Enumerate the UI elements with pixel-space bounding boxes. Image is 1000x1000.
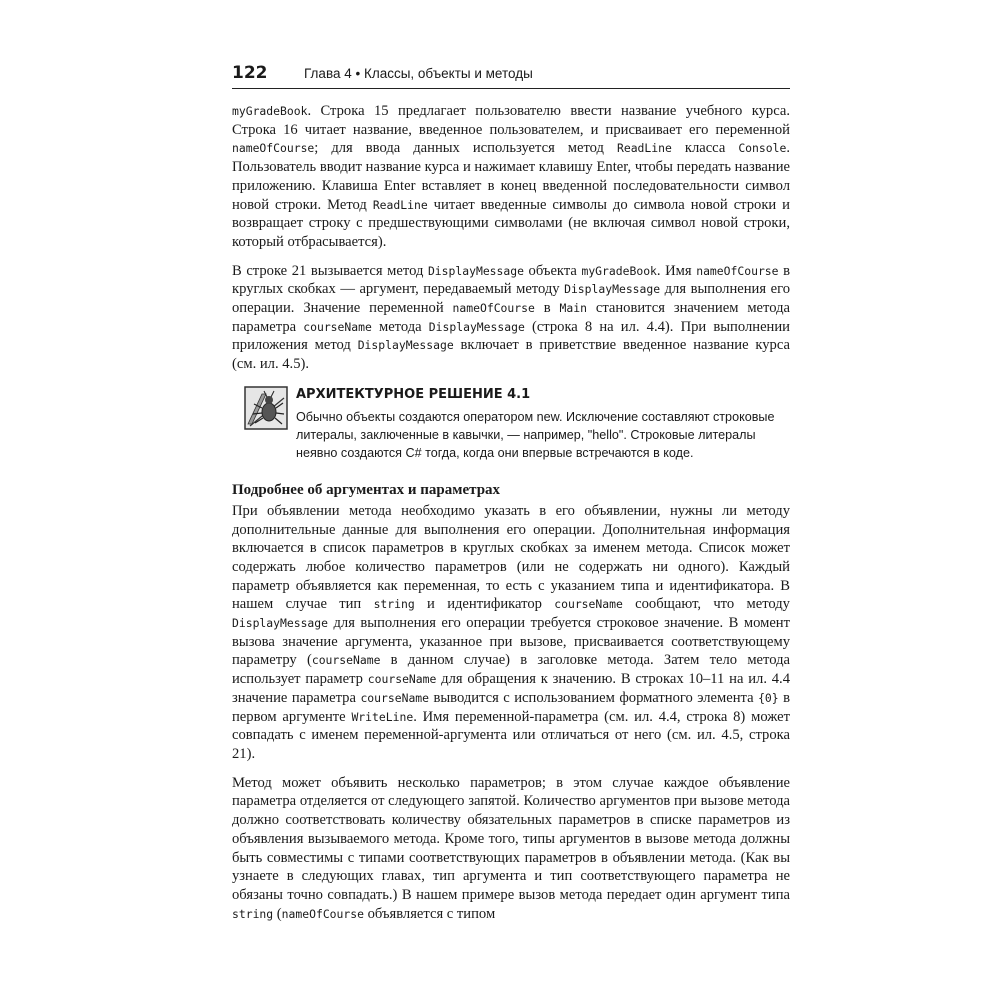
- running-head: Глава 4 • Классы, объекты и методы: [304, 66, 533, 81]
- text-run: При объявлении метода необходимо указать в его объявлении, нужны ли методу дополнительные данные для выполнения его операции. Дополнительная информация включается в список параметров в круглых скобках за именем метода. Список может содержать любое количество параметров (или не содержать ни одного). Каждый параметр объявляется как переменная, то есть с указанием типа и идентификатора. В нашем случае тип: [232, 502, 790, 613]
- text-run: метода: [371, 318, 429, 335]
- paragraph-2: [232, 262, 790, 374]
- paragraph-4: [232, 774, 790, 924]
- text-run: и идентификатор: [414, 596, 555, 613]
- code-term: courseName: [311, 653, 381, 668]
- code-term: courseName: [303, 319, 372, 334]
- code-term: nameOfCourse: [232, 141, 315, 156]
- text-run: класса: [671, 140, 739, 157]
- code-term: Console: [738, 141, 787, 156]
- text-run: . Строка 15 предлагает пользователю ввести название учебного курса. Строка 16 читает название, введенное пользователем, и присваивает его переменной: [232, 103, 790, 138]
- code-term: DisplayMessage: [428, 319, 525, 334]
- paragraph-3: [232, 502, 790, 764]
- architecture-callout: [232, 384, 790, 468]
- code-term: WriteLine: [351, 709, 414, 724]
- text-run: в: [534, 300, 560, 317]
- page-body: [232, 102, 790, 933]
- text-run: включает в приветствие введенное название курса (см. ил. 4.5).: [232, 337, 790, 373]
- code-term: nameOfCourse: [281, 906, 364, 921]
- text-run: . Пользователь вводит название курса и нажимает клавишу Enter, чтобы передать название приложению. Клавиша Enter вставляет в конец введенной последовательности символ новой строки. Метод: [232, 140, 790, 213]
- code-term: string: [373, 597, 415, 612]
- text-run: сообщают, что методу: [622, 596, 790, 613]
- text-run: для выполнения его операции требуется строковое значение. В момент вызова значение аргумента, указанное при вызове, присваивается соответствующему параметру (: [232, 615, 790, 669]
- text-run: в круглых скобках — аргумент, передаваемый методу: [232, 262, 790, 298]
- text-run: в данном случае) в заголовке метода. Затем тело метода использует параметр: [232, 652, 790, 688]
- code-term: {0}: [758, 690, 779, 705]
- text-run: ; для ввода данных используется метод: [314, 140, 617, 157]
- text-run: для обращения к значению. В строках 10–11 на ил. 4.4 значение параметра: [232, 671, 791, 706]
- code-term: DisplayMessage: [564, 282, 661, 297]
- code-term: ReadLine: [616, 141, 672, 156]
- text-run: (: [273, 905, 282, 922]
- text-run: объекта: [523, 262, 582, 279]
- callout-title: АРХИТЕКТУРНОЕ РЕШЕНИЕ 4.1: [296, 386, 531, 402]
- architect-bug-icon: [244, 386, 288, 430]
- text-run: для выполнения его операции. Значение переменной: [232, 281, 790, 317]
- code-term: DisplayMessage: [357, 338, 454, 353]
- text-run: . Имя переменной-параметра (см. ил. 4.4, строка 8) может совпадать с именем переменной-аргумента или отличаться от него (см. ил. 4.5, строка 21).: [232, 708, 790, 762]
- code-term: Main: [559, 301, 587, 316]
- code-term: nameOfCourse: [452, 301, 535, 316]
- page-header: [232, 62, 790, 86]
- code-term: myGradeBook: [581, 263, 657, 278]
- code-term: myGradeBook: [232, 104, 308, 118]
- text-run: В строке 21 вызывается метод: [232, 262, 428, 279]
- code-term: DisplayMessage: [232, 616, 329, 631]
- code-term: nameOfCourse: [696, 263, 779, 278]
- text-run: Метод может объявить несколько параметров; в этом случае каждое объявление параметра отделяется от следующего запятой. Количество аргументов при вызове метода должно соответствовать количеству обязательных параметров в списке параметров из объявления вызываемого метода. Кроме того, типы аргументов в вызове метода должны быть совместимы с типами соответствующих параметров в объявлении метода. (Как вы узнаете в следующих главах, тип аргумента и тип соответствующего параметра не обязаны точно совпадать.) В нашем примере вызов метода передает один аргумент типа: [232, 774, 790, 903]
- text-run: объявляется с типом: [363, 905, 496, 922]
- code-term: courseName: [367, 672, 437, 687]
- section-heading: Подробнее об аргументах и параметрах: [232, 481, 501, 498]
- text-run: выводится с использованием форматного элемента: [429, 689, 759, 706]
- code-term: courseName: [360, 690, 430, 705]
- code-term: ReadLine: [372, 197, 428, 212]
- header-rule: [232, 88, 790, 89]
- callout-body: Обычно объекты создаются оператором new. Исключение составляют строковые литералы, заключенные в кавычки, — например, "hello". Строковые литералы неявно создаются C# тогда, когда они впервые встречаются в коде.: [296, 409, 775, 460]
- code-term: DisplayMessage: [427, 263, 524, 278]
- paragraph-1: [232, 102, 790, 252]
- text-run: читает введенные символы до символа новой строки и возвращает строку с предшествующими символами (не включая символ новой строки, который отбрасывается).: [232, 196, 790, 250]
- text-run: . Имя: [656, 262, 697, 279]
- code-term: courseName: [554, 597, 623, 612]
- text-run: в первом аргументе: [232, 689, 790, 725]
- code-term: string: [232, 906, 274, 921]
- text-run: становится значением метода параметра: [232, 300, 790, 335]
- page-number: 122: [232, 63, 268, 83]
- text-run: (строка 8 на ил. 4.4). При выполнении приложения метод: [232, 318, 790, 354]
